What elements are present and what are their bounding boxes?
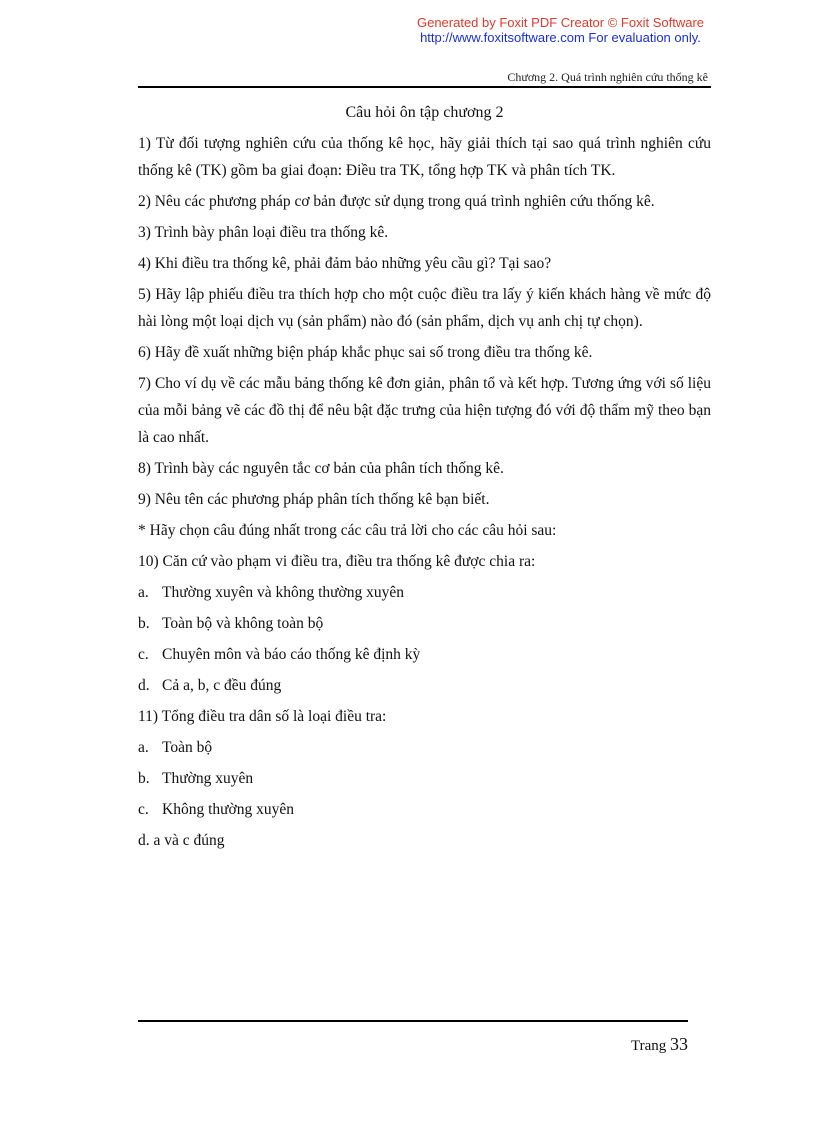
question-7: 7) Cho ví dụ về các mẫu bảng thống kê đơn giản, phân tổ và kết hợp. Tương ứng với số liệu của mỗi bảng vẽ các đồ thị để nêu bật đặc trưng của hiện tượng đó với độ thẩm mỹ theo bạn là cao nhất.	[138, 375, 711, 446]
q11-option-c	[138, 796, 711, 823]
document-body	[138, 130, 711, 858]
footer-rule	[138, 1020, 688, 1022]
question-6: 6) Hãy đề xuất những biện pháp khắc phục sai số trong điều tra thống kê.	[138, 344, 593, 361]
option-letter: c.	[138, 801, 149, 818]
question-10: 10) Căn cứ vào phạm vi điều tra, điều tra thống kê được chia ra:	[138, 553, 536, 570]
option-text: Thường xuyên và không thường xuyên	[162, 584, 404, 601]
q10-option-a	[138, 579, 711, 606]
q10-option-c	[138, 641, 711, 668]
question-2: 2) Nêu các phương pháp cơ bản được sử dụng trong quá trình nghiên cứu thống kê.	[138, 193, 655, 210]
question-3: 3) Trình bày phân loại điều tra thống kê.	[138, 224, 389, 241]
page-number: 33	[670, 1034, 688, 1054]
option-letter: a.	[138, 584, 149, 601]
q10-option-d	[138, 672, 711, 699]
option-letter: b.	[138, 615, 150, 632]
question-8: 8) Trình bày các nguyên tắc cơ bản của phân tích thống kê.	[138, 460, 504, 477]
running-header: Chương 2. Quá trình nghiên cứu thống kê	[507, 70, 708, 84]
option-text: Toàn bộ	[162, 739, 213, 756]
instruction: * Hãy chọn câu đúng nhất trong các câu trả lời cho các câu hỏi sau:	[138, 522, 557, 539]
page-title: Câu hỏi ôn tập chương 2	[345, 104, 504, 121]
option-text: Chuyên môn và báo cáo thống kê định kỳ	[162, 646, 421, 663]
q11-option-b	[138, 765, 711, 792]
option-text: Cả a, b, c đều đúng	[162, 677, 282, 694]
option-text: Thường xuyên	[162, 770, 254, 787]
page-footer	[631, 1034, 688, 1055]
option-text: Không thường xuyên	[162, 801, 294, 818]
header-rule	[138, 86, 711, 88]
foxit-watermark	[417, 15, 704, 45]
question-9: 9) Nêu tên các phương pháp phân tích thống kê bạn biết.	[138, 491, 490, 508]
option-letter: a.	[138, 739, 149, 756]
q11-option-a	[138, 734, 711, 761]
question-11: 11) Tổng điều tra dân số là loại điều tra:	[138, 708, 387, 725]
option-letter: d.	[138, 832, 150, 849]
question-5: 5) Hãy lập phiếu điều tra thích hợp cho một cuộc điều tra lấy ý kiến khách hàng về mức độ hài lòng một loại dịch vụ (sản phẩm) nào đó (sản phẩm, dịch vụ anh chị tự chọn).	[138, 286, 711, 330]
watermark-line-1: Generated by Foxit PDF Creator © Foxit Software	[416, 15, 704, 30]
question-1: 1) Từ đối tượng nghiên cứu của thống kê học, hãy giải thích tại sao quá trình nghiên cứu thống kê (TK) gồm ba giai đoạn: Điều tra TK, tổng hợp TK và phân tích TK.	[138, 135, 711, 179]
option-letter: c.	[138, 646, 149, 663]
option-text: a và c đúng	[153, 832, 225, 849]
option-text: Toàn bộ và không toàn bộ	[162, 615, 324, 632]
q11-option-d	[138, 827, 711, 854]
option-letter: b.	[138, 770, 150, 787]
q10-option-b	[138, 610, 711, 637]
watermark-line-2: http://www.foxitsoftware.com For evaluation only.	[420, 30, 701, 45]
option-letter: d.	[138, 677, 150, 694]
question-4: 4) Khi điều tra thống kê, phải đảm bảo những yêu cầu gì? Tại sao?	[138, 255, 552, 272]
page-label: Trang	[630, 1038, 667, 1054]
